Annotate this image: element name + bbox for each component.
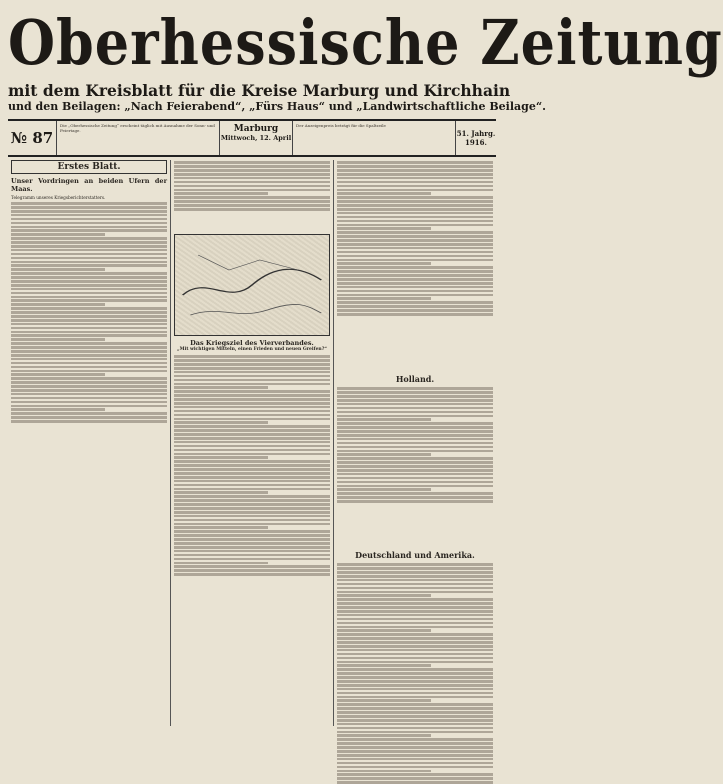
column-3-body-top (337, 161, 493, 371)
front-map (174, 234, 330, 336)
dateline-town: Marburg (233, 124, 279, 134)
issue-number: № 87 (8, 121, 57, 155)
column-1 (8, 160, 171, 726)
dateline-date: Mittwoch, 12. April (220, 134, 292, 142)
column-3 (334, 160, 496, 726)
section-label: Erstes Blatt. (11, 160, 167, 174)
advertising-info: Der Anzeigenpreis beträgt für die Spaltzeile (296, 123, 386, 128)
section-holland: Holland. (395, 374, 435, 385)
subscription-info: Die „Oberhessische Zeitung“ erscheint täglich mit Ausnahme der Sonn- und Feiertage. (60, 123, 215, 133)
map-article-subtitle: „Mit wichtigen Mitteln, einen Frieden und neuen Greifen?“ (177, 347, 327, 353)
volume: 51. Jahrg. (456, 129, 496, 138)
dateline (219, 121, 293, 155)
masthead-title: Oberhessische Zeitung (8, 5, 723, 79)
map-article-title: Das Kriegsziel des Vierverbandes. (190, 339, 314, 348)
column-3-body-bottom (337, 563, 493, 783)
article-headline: Unser Vordringen an beiden Ufern der Maas. (11, 177, 167, 193)
article-body-placeholder (11, 202, 167, 422)
masthead-subtitle: mit dem Kreisblatt für die Kreise Marburg und Kirchhain (8, 81, 511, 100)
volume-year (455, 121, 496, 155)
article-subhead: Telegramm unseres Kriegsberichterstatters. (11, 195, 106, 200)
masthead-supplements: und den Beilagen: „Nach Feierabend“, „Fürs Haus“ und „Landwirtschaftliche Beilage“. (8, 100, 546, 113)
column-2-body (174, 355, 330, 575)
columns (8, 160, 496, 726)
column-2-body-top (174, 161, 330, 231)
column-3-body-mid (337, 387, 493, 547)
section-deutschland-amerika: Deutschland und Amerika. (355, 550, 475, 561)
column-2 (171, 160, 334, 726)
year: 1916. (465, 138, 487, 147)
map-lines-icon (175, 235, 329, 335)
info-bar (8, 119, 496, 157)
